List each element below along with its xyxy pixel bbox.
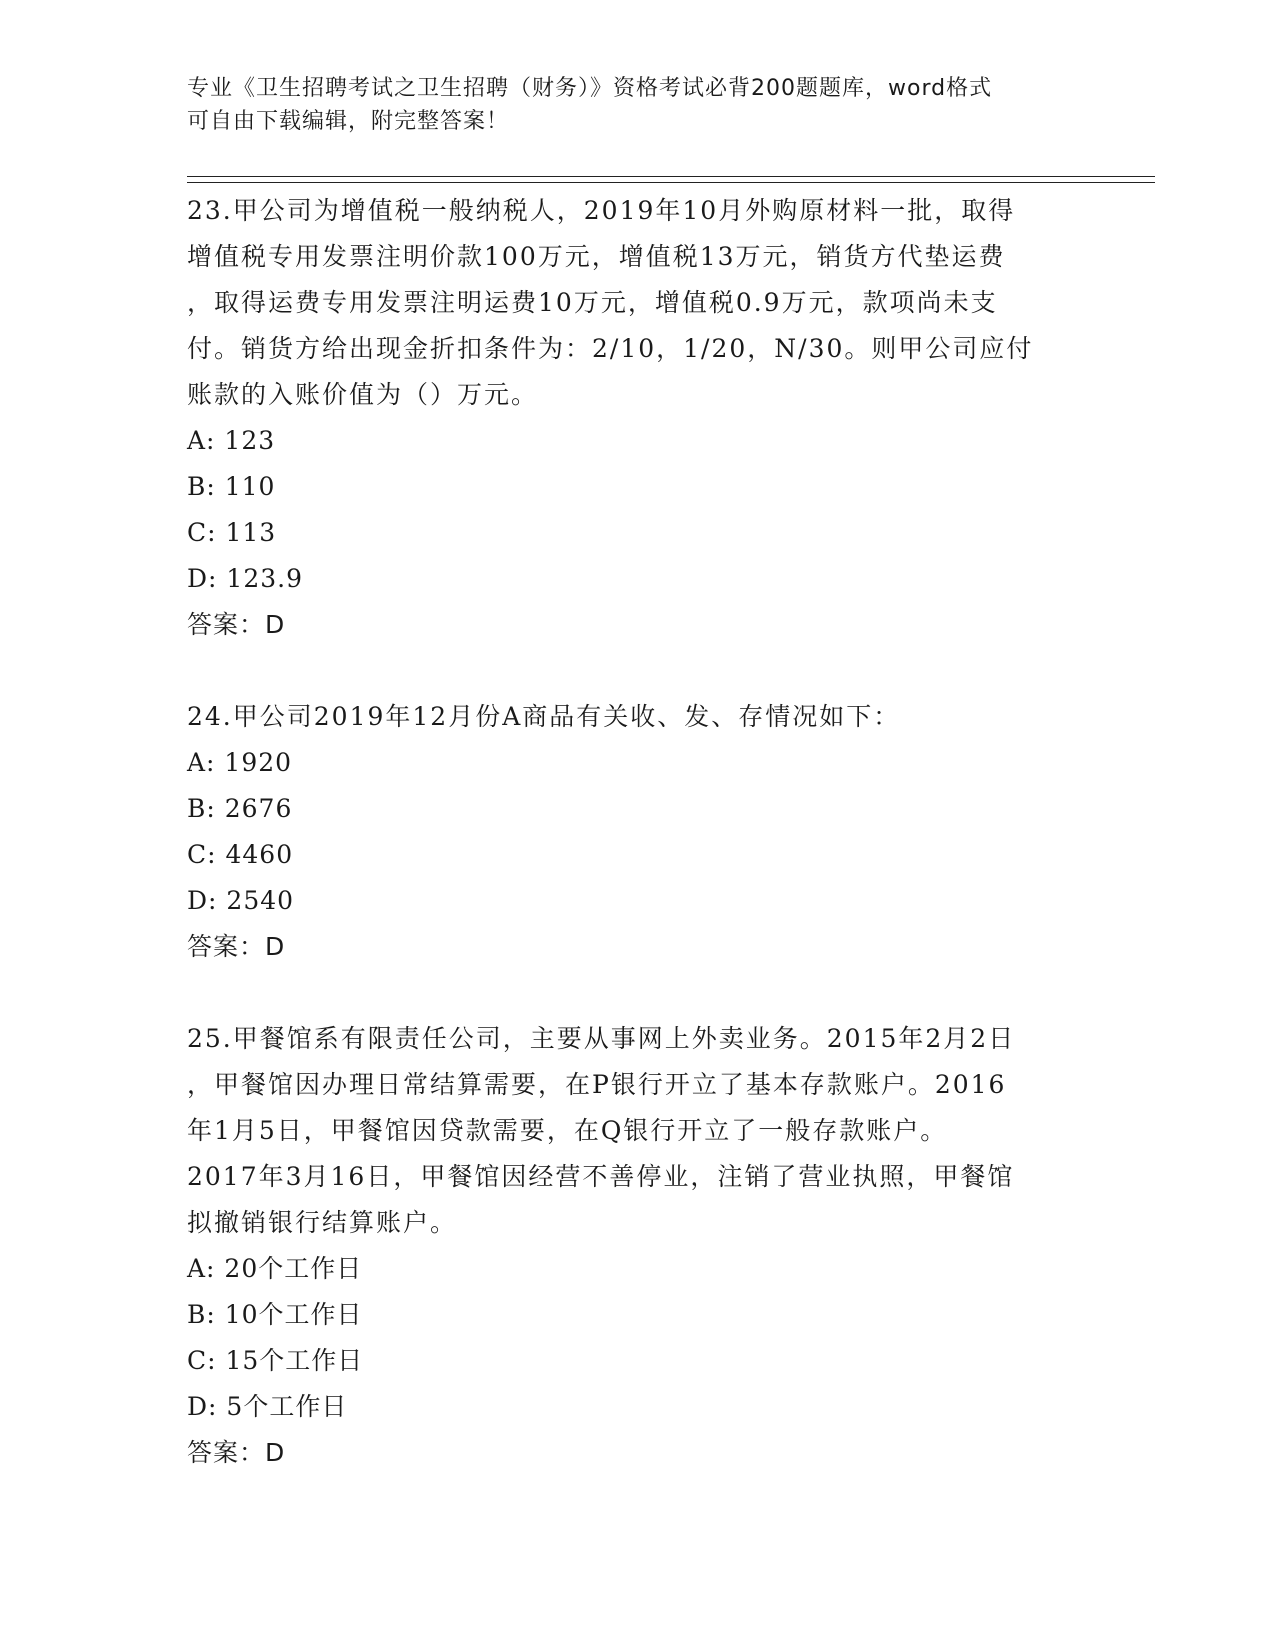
header-line-1: 专业《卫生招聘考试之卫生招聘（财务）》资格考试必背200题题库，word格式 bbox=[187, 76, 993, 101]
question-text bbox=[187, 1016, 1087, 1246]
option-b: B: 110 bbox=[187, 472, 276, 501]
header-divider-bottom bbox=[187, 182, 1155, 183]
question-text bbox=[187, 694, 1087, 740]
option-list bbox=[187, 740, 1087, 924]
document-header bbox=[187, 72, 1087, 138]
question-line: 23.甲公司为增值税一般纳税人，2019年10月外购原材料一批，取得 bbox=[187, 196, 1016, 225]
header-line-2: 可自由下载编辑，附完整答案！ bbox=[187, 109, 510, 134]
question-25 bbox=[187, 1016, 1087, 1476]
question-line: 账款的入账价值为（）万元。 bbox=[187, 380, 539, 409]
option-list bbox=[187, 418, 1087, 602]
option-list bbox=[187, 1246, 1087, 1430]
question-line: ，取得运费专用发票注明运费10万元，增值税0.9万元，款项尚未支 bbox=[187, 288, 998, 317]
question-line: 24.甲公司2019年12月份A商品有关收、发、存情况如下： bbox=[187, 702, 901, 731]
option-d: D: 2540 bbox=[187, 886, 295, 915]
option-b: B: 2676 bbox=[187, 794, 293, 823]
answer: 答案：D bbox=[187, 932, 286, 961]
question-line: ，甲餐馆因办理日常结算需要，在P银行开立了基本存款账户。2016 bbox=[187, 1070, 1007, 1099]
option-d: D: 123.9 bbox=[187, 564, 303, 593]
question-line: 付。销货方给出现金折扣条件为：2/10，1/20，N/30。则甲公司应付 bbox=[187, 334, 1034, 363]
header-divider-top bbox=[187, 176, 1155, 177]
question-line: 拟撤销银行结算账户。 bbox=[187, 1208, 458, 1237]
option-a: A: 20个工作日 bbox=[187, 1254, 363, 1283]
option-c: C: 4460 bbox=[187, 840, 294, 869]
option-a: A: 1920 bbox=[187, 748, 293, 777]
question-24 bbox=[187, 694, 1087, 970]
question-23 bbox=[187, 188, 1087, 648]
question-line: 25.甲餐馆系有限责任公司，主要从事网上外卖业务。2015年2月2日 bbox=[187, 1024, 1016, 1053]
option-d: D: 5个工作日 bbox=[187, 1392, 348, 1421]
answer: 答案：D bbox=[187, 1438, 286, 1467]
question-text bbox=[187, 188, 1087, 418]
question-line: 2017年3月16日，甲餐馆因经营不善停业，注销了营业执照，甲餐馆 bbox=[187, 1162, 1015, 1191]
option-b: B: 10个工作日 bbox=[187, 1300, 363, 1329]
question-line: 年1月5日，甲餐馆因贷款需要，在Q银行开立了一般存款账户。 bbox=[187, 1116, 948, 1145]
question-line: 增值税专用发票注明价款100万元，增值税13万元，销货方代垫运费 bbox=[187, 242, 1006, 271]
answer: 答案：D bbox=[187, 610, 286, 639]
option-a: A: 123 bbox=[187, 426, 276, 455]
option-c: C: 113 bbox=[187, 518, 277, 547]
option-c: C: 15个工作日 bbox=[187, 1346, 364, 1375]
question-list bbox=[187, 188, 1087, 1522]
